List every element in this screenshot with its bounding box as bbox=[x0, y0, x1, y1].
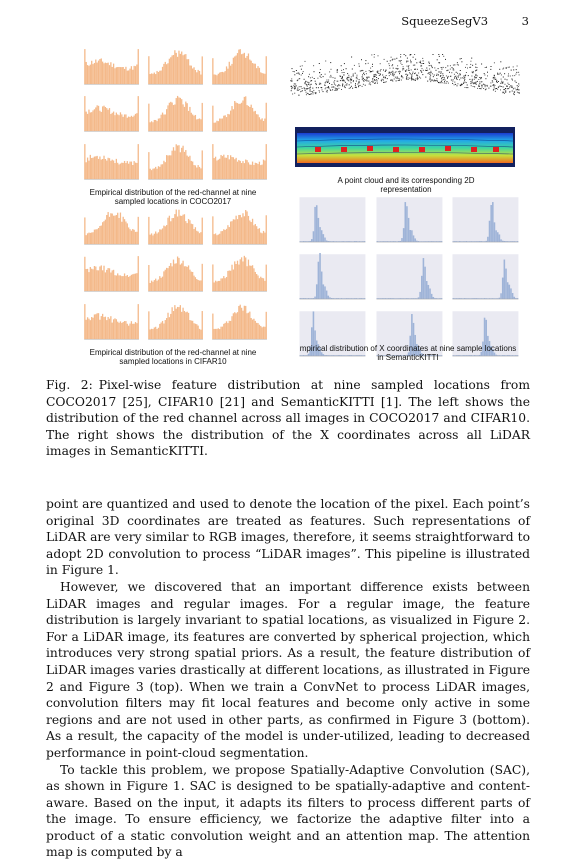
page-header bbox=[401, 14, 529, 28]
body-text bbox=[46, 496, 530, 861]
histogram-thumbnail bbox=[445, 196, 520, 251]
histogram-thumbnail bbox=[142, 253, 204, 298]
kitti-subcaption: mpirical distribution of X coordinates at nine sample locations in SemanticKITTI bbox=[296, 344, 520, 362]
histogram-thumbnail bbox=[206, 93, 268, 138]
histogram-thumbnail bbox=[78, 141, 140, 186]
cifar-subcaption: Empirical distribution of the red-channel at nine sampled locations in CIFAR10 bbox=[80, 348, 266, 366]
histogram-thumbnail bbox=[206, 206, 268, 251]
histogram-thumbnail bbox=[206, 253, 268, 298]
point-cloud-image bbox=[290, 52, 520, 114]
histogram-thumbnail bbox=[206, 141, 268, 186]
page-number: 3 bbox=[522, 14, 529, 28]
paragraph: To tackle this problem, we propose Spatially-Adaptive Convolution (SAC), as shown in Figure 1. SAC is designed to be spatially-adaptive and content-aware. Based on the input, it adapts its filters to process different parts of the image. To ensure efficiency, we factorize the adaptive filter into a product of a static convolution weight and an attention map. The attention map is computed by a bbox=[46, 762, 530, 861]
figure-caption bbox=[46, 377, 530, 460]
histogram-thumbnail bbox=[369, 253, 444, 308]
histogram-thumbnail bbox=[142, 141, 204, 186]
histogram-thumbnail bbox=[78, 46, 140, 91]
coco-subcaption: Empirical distribution of the red-channel at nine sampled locations in COCO2017 bbox=[80, 188, 266, 206]
coco-histogram-grid bbox=[78, 46, 268, 186]
histogram-thumbnail bbox=[142, 301, 204, 346]
histogram-thumbnail bbox=[142, 93, 204, 138]
paragraph: However, we discovered that an important difference exists between LiDAR images and regular images. For a regular image, the feature distribution is largely invariant to spatial locations, as visualized in Figure 2. For a LiDAR image, its features are converted by spherical projection, which introduces very strong spatial priors. As a result, the feature distribution of LiDAR images varies drastically at different locations, as illustrated in Figure 2 and Figure 3 (top). When we train a ConvNet to process LiDAR images, convolution filters may fit local features and become only active in some regions and are not used in other parts, as confirmed in Figure 3 (bottom). As a result, the capacity of the model is under-utilized, leading to decreased performance in point-cloud segmentation. bbox=[46, 579, 530, 762]
histogram-thumbnail bbox=[206, 301, 268, 346]
kitti-histogram-grid bbox=[292, 196, 520, 340]
histogram-thumbnail bbox=[78, 206, 140, 251]
figure-caption-text: Pixel-wise feature distribution at nine sampled locations from COCO2017 [25], CIFAR10 [21] and SemanticKITTI [1]. The left shows the distribution of the red channel across all images in COCO2017 and CIFAR10. The right shows the distribution of the X coordinates across all LiDAR images in SemanticKITTI. bbox=[46, 378, 530, 458]
histogram-thumbnail bbox=[292, 253, 367, 308]
cifar-histogram-grid bbox=[78, 206, 268, 346]
figure-label: Fig. 2: bbox=[46, 378, 93, 392]
pointcloud-subcaption: A point cloud and its corresponding 2D representation bbox=[318, 176, 494, 194]
histogram-thumbnail bbox=[142, 206, 204, 251]
histogram-thumbnail bbox=[369, 196, 444, 251]
histogram-thumbnail bbox=[445, 253, 520, 308]
running-title: SqueezeSegV3 bbox=[401, 14, 488, 28]
histogram-thumbnail bbox=[78, 93, 140, 138]
range-view-image bbox=[295, 127, 515, 167]
histogram-thumbnail bbox=[78, 253, 140, 298]
histogram-thumbnail bbox=[78, 301, 140, 346]
paragraph: point are quantized and used to denote the location of the pixel. Each point’s original 3D coordinates are treated as features. Such representations of LiDAR are very similar to RGB images, therefore, it seems straightforward to adopt 2D convolution to process “LiDAR images”. This pipeline is illustrated in Figure 1. bbox=[46, 496, 530, 579]
histogram-thumbnail bbox=[142, 46, 204, 91]
histogram-thumbnail bbox=[292, 196, 367, 251]
histogram-thumbnail bbox=[206, 46, 268, 91]
